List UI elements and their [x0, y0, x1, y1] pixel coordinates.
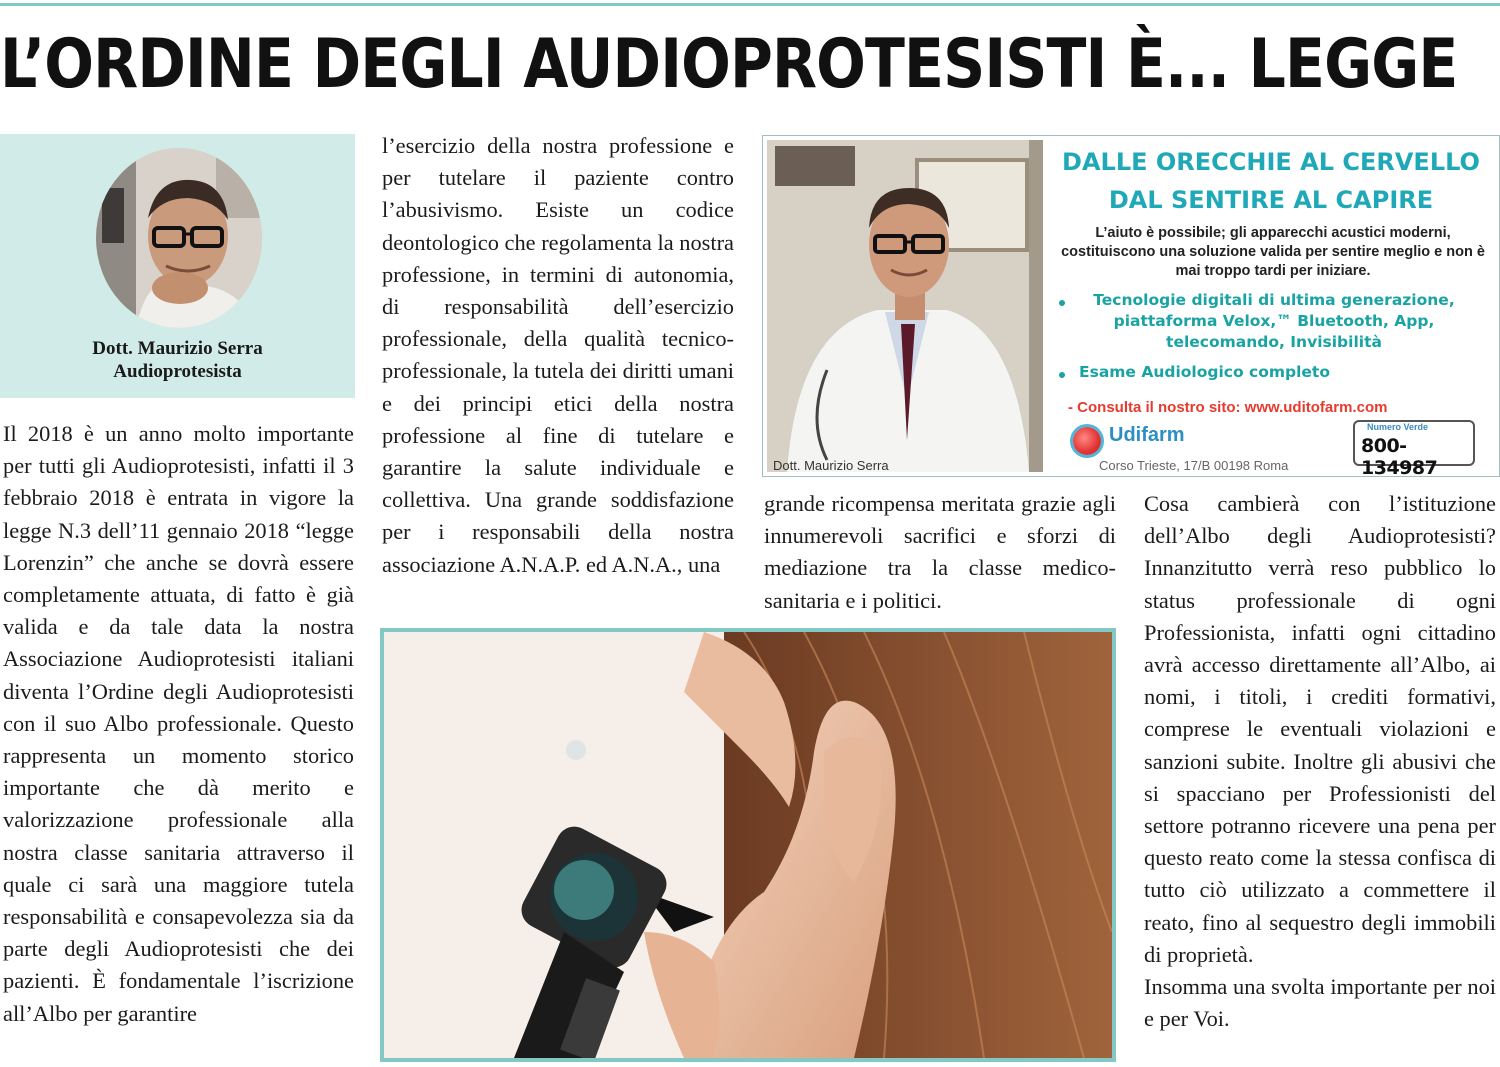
toll-free-number[interactable]: 800-134987	[1361, 435, 1438, 477]
article-column-2	[382, 130, 734, 616]
column-2-text: l’esercizio della nostra professione e per tutelare il paziente contro l’abusivismo. Esiste un codice deontologico che regolamenta la nostra professione, in termini di autonomia, di responsabilità dell’esercizio professionale, della qualità tecnico-professionale, la tutela dei diritti umani e dei principi etici della nostra professione al fine di tutelare e garantire la salute individuale e collettiva. Una grande soddisfazione per i responsabili della nostra associazione A.N.A.P. ed A.N.A., una	[382, 133, 734, 577]
ad-doctor-photo	[767, 140, 1043, 472]
advertisement	[762, 135, 1500, 477]
headline: L’ORDINE DEGLI AUDIOPROTESISTI È... LEGGE	[0, 25, 1458, 104]
ad-photo-caption: Dott. Maurizio Serra	[773, 458, 889, 472]
ad-headline-2: DAL SENTIRE AL CAPIRE	[1108, 186, 1434, 214]
author-title: Audioprotesista	[113, 361, 242, 382]
ad-headline-1: DALLE ORECCHIE AL CERVELLO	[1062, 148, 1480, 176]
author-name: Dott. Maurizio Serra	[92, 338, 263, 359]
ad-text-panel	[1043, 136, 1499, 476]
column-3-text: grande ricompensa meritata grazie agli innumerevoli sacrifici e sforzi di mediazione tra la classe medico-sanitaria e i politici.	[764, 491, 1116, 613]
article-column-1	[3, 418, 354, 1066]
column-4-paragraph-2: Insomma una svolta importante per noi e per Voi.	[1144, 974, 1496, 1032]
bullet-icon	[1059, 300, 1065, 306]
ad-website-link[interactable]: - Consulta il nostro sito: www.uditofarm.com	[1068, 399, 1388, 416]
bullet-icon	[1059, 372, 1065, 378]
author-portrait	[96, 148, 262, 328]
article-column-3	[764, 488, 1116, 616]
column-4-paragraph-1: Cosa cambierà con l’istituzione dell’Albo degli Audioprotesisti? Innanzitutto verrà reso pubblico lo status professionale di ogni Professionista, infatti ogni cittadino avrà accesso direttamente all’Albo, ai nomi, i titoli, i crediti formativi, comprese le eventuali violazioni e sanzioni subite. Inoltre gli abusivi che si spacciano per Professionisti del settore potranno ricevere una pena per questo reato come la stessa confisca di tutto ciò utilizzato a commettere il reato, fino al sequestro degli immobili di proprietà.	[1144, 491, 1496, 967]
udifarm-logo-icon	[1073, 427, 1101, 455]
top-rule	[0, 3, 1500, 6]
ad-address: Corso Trieste, 17/B 00198 Roma	[1099, 458, 1289, 473]
ad-lead-text: L’aiuto è possibile; gli apparecchi acustici moderni, costituiscono una soluzione valida per sentire meglio e non è mai troppo tardi per iniziare.	[1061, 225, 1485, 279]
ad-bullet-1: Tecnologie digitali di ultima generazione, piattaforma Velox,™ Bluetooth, App, telecomando, Invisibilità	[1093, 291, 1455, 351]
ad-bullet-2: Esame Audiologico completo	[1079, 363, 1330, 381]
author-caption	[0, 337, 355, 383]
article-column-4	[1144, 488, 1496, 1066]
author-box	[0, 134, 355, 398]
column-1-text: Il 2018 è un anno molto importante per tutti gli Audioprotesisti, infatti il 3 febbraio 2018 è entrata in vigore la legge N.3 dell’11 gennaio 2018 “legge Lorenzin” che anche se dovrà essere completamente attuata, di fatto è già valida e da tale data la nostra Associazione Audioprotesisti italiani diventa l’Ordine degli Audioprotesisti con il suo Albo professionale. Questo rappresenta un momento storico importante che dà merito e valorizzazione professionale alla nostra classe sanitaria attraverso il quale ci sarà una maggiore tutela responsabilità e consapevolezza sia da parte degli Audioprotesisti che dei pazienti. È fondamentale l’iscrizione all’Albo per garantire	[3, 421, 354, 1026]
toll-free-label: Numero Verde	[1367, 422, 1429, 432]
otoscope-ear-photo	[380, 628, 1116, 1062]
toll-free-box	[1353, 420, 1475, 477]
ad-brand-name: Udifarm	[1109, 424, 1185, 446]
